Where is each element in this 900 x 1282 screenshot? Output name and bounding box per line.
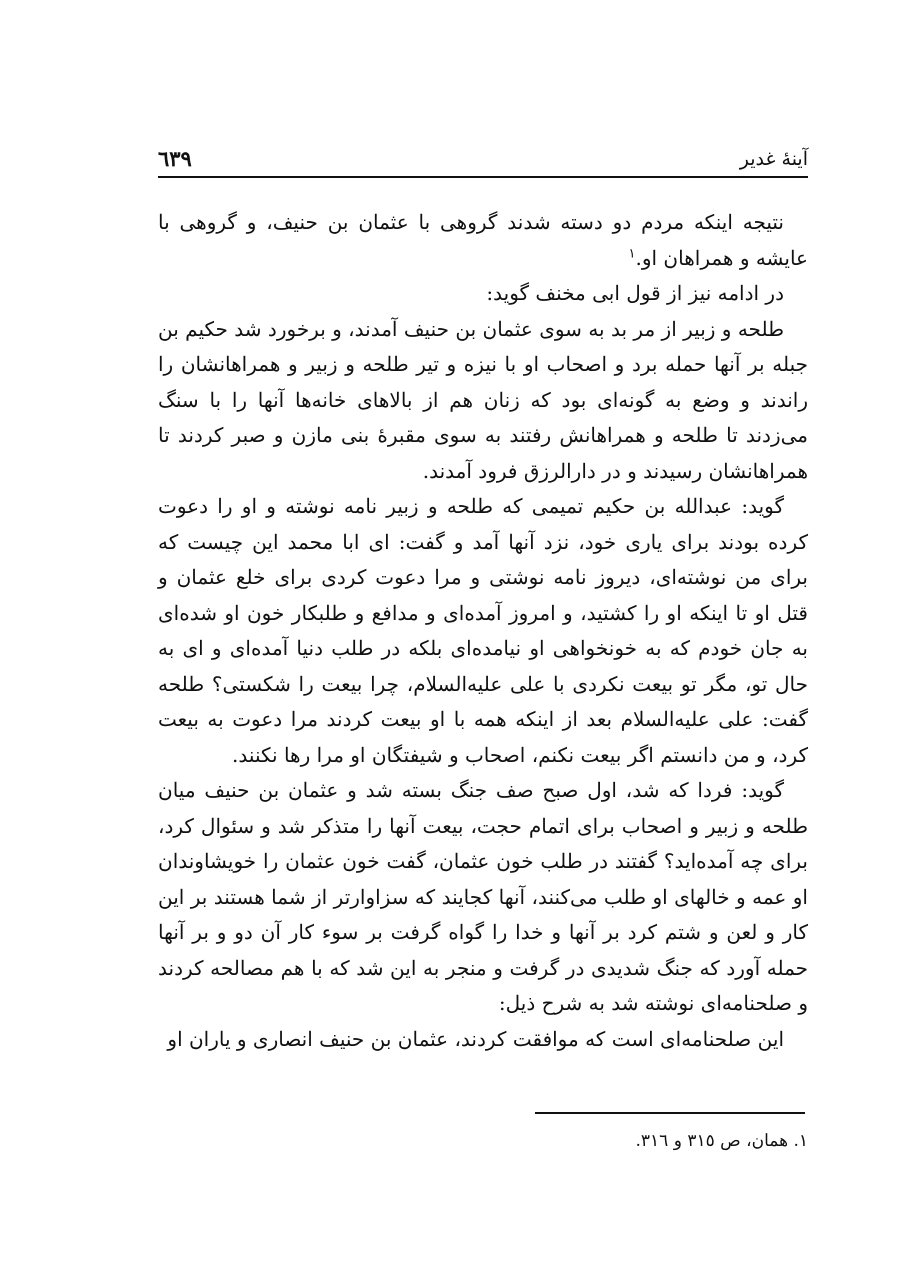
footnote-rule [535, 1112, 805, 1114]
paragraph: نتيجه اينكه مردم دو دسته شدند گروهى با عثمان بن حنيف، و گروهى با عايشه و همراهان او.$^١$ [158, 210, 808, 270]
header-rule [158, 176, 808, 178]
footnote-marker[interactable]: ١ [628, 245, 636, 261]
paragraph: طلحه و زبير از مر بد به سوى عثمان بن حنيف آمدند، و برخورد شد حكيم بن جبله بر آنها حمله برد و اصحاب او با نيزه و تير طلحه و زبير و همراهانشان را راندند و وضع به گونه‌اى بود كه زنان هم از بالاهاى خانه‌ها آنها را با سنگ مى‌زدند تا طلحه و همراهانش رفتند به سوى مقبرهٔ بنى مازن و صبر كردند تا همراهانشان رسيدند و در دارالرزق فرود آمدند. [158, 316, 808, 483]
body-text [158, 205, 808, 1057]
paragraph: اين صلحنامه‌اى است كه موافقت كردند، عثمان بن حنيف انصارى و ياران او [167, 1026, 784, 1051]
footnote: ١. همان، ص ٣١٥ و ٣١٦. [635, 1131, 808, 1151]
book-title: آينهٔ غدير [739, 148, 808, 170]
paragraph: گويد: عبدالله بن حكيم تميمى كه طلحه و زبير نامه نوشته و او را دعوت كرده بودند براى يارى خود، نزد آنها آمد و گفت: اى ابا محمد اين چيست كه براى من نوشته‌اى، ديروز نامه نوشتى و مرا دعوت كردى براى خلع عثمان و قتل او تا اينكه او را كشتيد، و امروز آمده‌اى و مدافع و طلبكار خون او شده‌اى به جان خودم كه به خونخواهى او نيامده‌اى بلكه در طلب دنيا آمده‌اى و اى به حال تو، مگر تو بيعت نكردى با على عليه‌السلام، چرا بيعت را شكستى؟ طلحه گفت: على عليه‌السلام بعد از اينكه همه با او بيعت كردند مرا دعوت به بيعت كرد، و من دانستم اگر بيعت نكنم، اصحاب و شيفتگان او مرا رها نكنند. [158, 494, 808, 767]
page-number: ٦٣٩ [158, 146, 192, 171]
paragraph: گويد: فردا كه شد، اول صبح صف جنگ بسته شد و عثمان بن حنيف ميان طلحه و زبير و اصحاب براى اتمام حجت، بيعت آنها را متذكر شد و سئوال كرد، براى چه آمده‌ايد؟ گفتند در طلب خون عثمان، گفت خون عثمان را خويشاوندان او عمه و خالهاى او طلب مى‌كنند، آنها كجايند كه سزاوارتر از شما هستند بر اين كار و لعن و شتم كرد بر آنها و خدا را گواه گرفت بر سوء كار آن دو و بر آنها حمله آورد كه جنگ شديدى در گرفت و منجر به اين شد كه با هم مصالحه كردند و صلحنامه‌اى نوشته شد به شرح ذيل: [158, 778, 808, 1015]
running-header [158, 142, 808, 178]
paragraph: در ادامه نيز از قول ابى مخنف گويد: [486, 281, 784, 305]
